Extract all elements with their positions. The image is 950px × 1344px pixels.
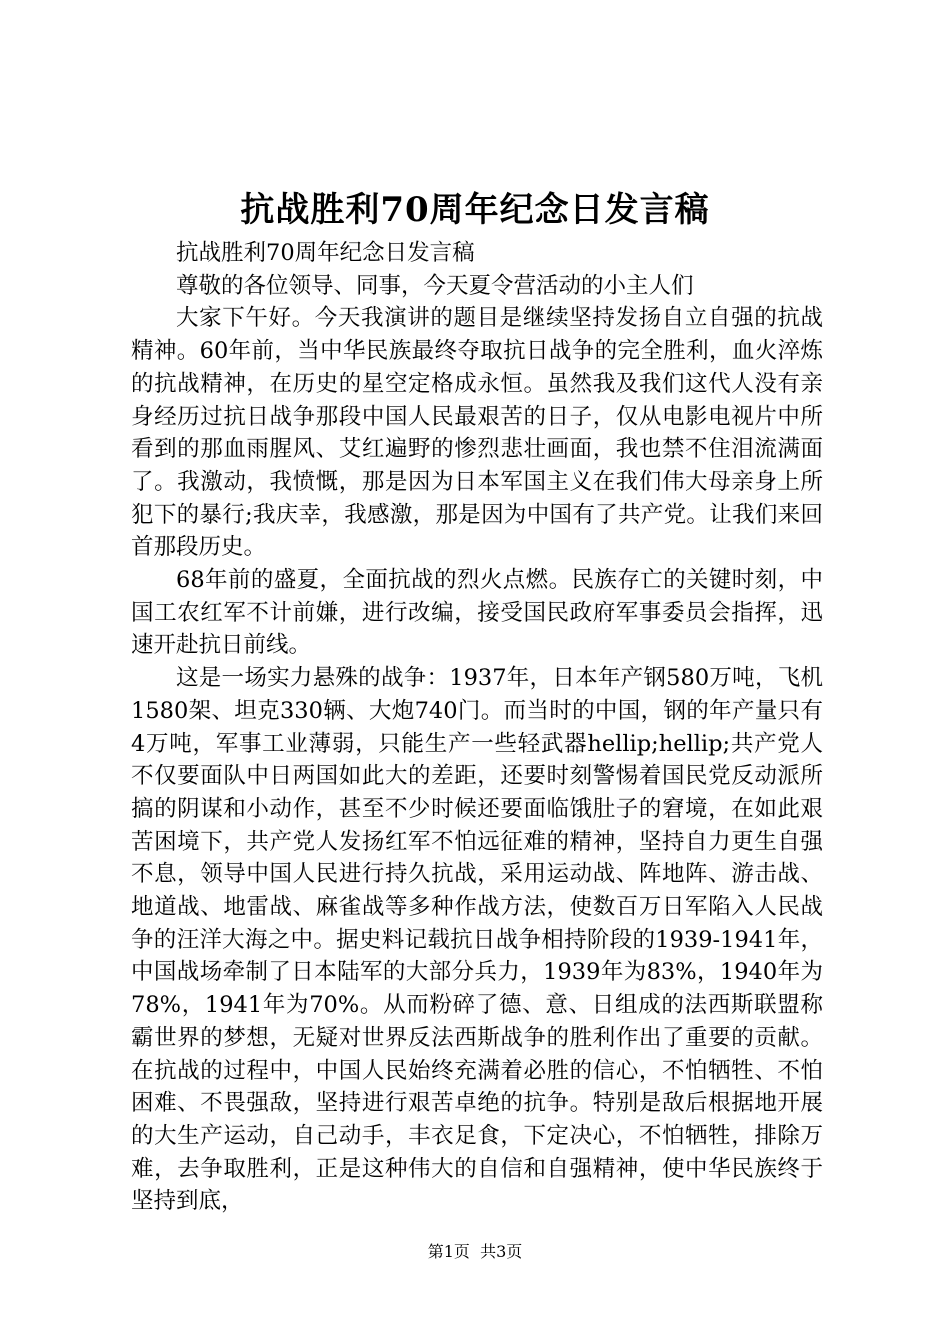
document-title: 抗战胜利70周年纪念日发言稿 xyxy=(240,190,710,230)
footer-spacer xyxy=(470,1242,480,1261)
page-total: 共3页 xyxy=(480,1242,523,1261)
paragraph-war-comparison: 这是一场实力悬殊的战争：1937年，日本年产钢580万吨，飞机1580架、坦克330辆、大炮740门。而当时的中国，钢的年产量只有4万吨，军事工业薄弱，只能生产一些轻武器hellip;hellip;共产党人不仅要面队中日两国如此大的差距，还要时刻警惕着国民党反动派所搞的阴谋和小动作，甚至不少时候还要面临饿肚子的窘境，在如此艰苦困境下，共产党人发扬红军不怕远征难的精神，坚持自力更生自强不息，领导中国人民进行持久抗战，采用运动战、阵地阵、游击战、地道战、地雷战、麻雀战等多种作战方法，使数百万日军陷入人民战争的汪洋大海之中。据史料记载抗日战争相持阶段的1939-1941年，中国战场牵制了日本陆军的大部分兵力，1939年为83%，1940年为78%，1941年为70%。从而粉碎了德、意、日组成的法西斯联盟称霸世界的梦想，无疑对世界反法西斯战争的胜利作出了重要的贡献。在抗战的过程中，中国人民始终充满着必胜的信心，不怕牺牲、不怕困难、不畏强敌，坚持进行艰苦卓绝的抗争。特别是敌后根据地开展的大生产运动，自己动手，丰衣足食，下定决心，不怕牺牲，排除万难，去争取胜利，正是这种伟大的自信和自强精神，使中华民族终于坚持到底， xyxy=(131,665,823,1215)
paragraph-history: 68年前的盛夏，全面抗战的烈火点燃。民族存亡的关键时刻，中国工农红军不计前嫌，进行改编，接受国民政府军事委员会指挥，迅速开赴抗日前线。 xyxy=(131,567,823,659)
paragraph-subtitle: 抗战胜利70周年纪念日发言稿 xyxy=(176,240,475,266)
document-body xyxy=(131,237,823,1218)
page-number: 第1页 xyxy=(427,1242,470,1261)
page-footer xyxy=(0,1241,950,1263)
paragraph-salutation: 尊敬的各位领导、同事，今天夏令营活动的小主人们 xyxy=(176,272,694,299)
paragraph-opening: 大家下午好。今天我演讲的题目是继续坚持发扬自立自强的抗战精神。60年前，当中华民族最终夺取抗日战争的完全胜利，血火淬炼的抗战精神，在历史的星空定格成永恒。虽然我及我们这代人没有亲身经历过抗日战争那段中国人民最艰苦的日子，仅从电影电视片中所看到的那血雨腥风、艾红遍野的惨烈悲壮画面，我也禁不住泪流满面了。我激动，我愤慨，那是因为日本军国主义在我们伟大母亲身上所犯下的暴行;我庆幸，我感激，那是因为中国有了共产党。让我们来回首那段历史。 xyxy=(131,305,823,561)
